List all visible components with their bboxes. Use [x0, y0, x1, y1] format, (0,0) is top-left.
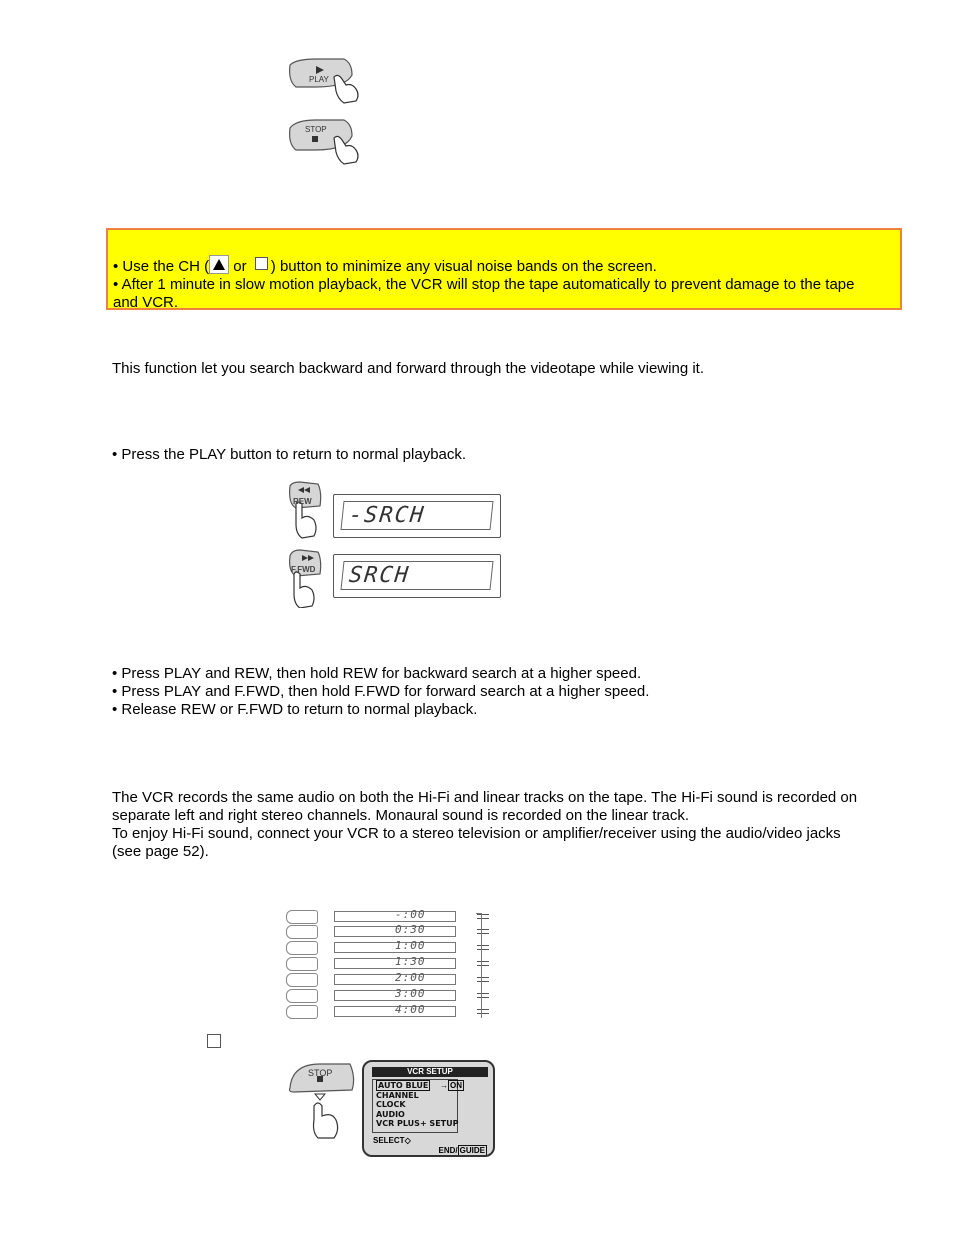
timer-button-icon: [286, 910, 318, 924]
note-line-1: • Use the CH ( or ) button to minimize any visual noise bands on the screen.: [113, 255, 854, 276]
end-hint: END/ GUIDE: [438, 1146, 485, 1155]
timer-row: -:00: [286, 910, 486, 924]
lcd-display-backward: [333, 494, 501, 538]
menu-item-audio: AUDIO: [376, 1109, 405, 1119]
note-box: [106, 228, 902, 310]
timer-button-icon: [286, 957, 318, 971]
ch-down-icon: [251, 255, 271, 274]
timer-row: 1:00: [286, 941, 486, 955]
timer-row: 2:00: [286, 973, 486, 987]
stop-button-label-lower: STOP: [308, 1068, 333, 1078]
arrows-icon: ◇: [404, 1136, 411, 1145]
rew-button-label: REW: [293, 497, 312, 506]
search-intro: This function let you search backward and forward through the videotape while viewing it.: [112, 360, 704, 377]
lcd-text-backward: -SRCH: [340, 501, 493, 530]
timer-button-icon: [286, 989, 318, 1003]
note-line-3: and VCR.: [113, 294, 179, 311]
rew-button-illustration: [286, 480, 326, 540]
timer-row: 3:00: [286, 989, 486, 1003]
note-line-2: • After 1 minute in slow motion playback, the VCR will stop the tape automatically to prevent damage to the tape: [113, 276, 855, 293]
timer-button-icon: [286, 973, 318, 987]
stop-button-illustration: [286, 116, 366, 166]
menu-item-channel: CHANNEL: [376, 1090, 419, 1100]
timer-button-icon: [286, 1005, 318, 1019]
timer-row: 4:00: [286, 1005, 486, 1019]
stop-button-label: STOP: [305, 125, 327, 134]
lcd-text-forward: SRCH: [340, 561, 493, 590]
menu-item-clock: CLOCK: [376, 1100, 406, 1109]
auto-blue-value: → ON: [440, 1081, 462, 1090]
ffwd-button-illustration: [286, 548, 326, 608]
search-tips: • Press PLAY and REW, then hold REW for backward search at a higher speed. • Press PLAY and F.FWD, then hold F.FWD for forward search at a higher speed. • Release REW or F.FWD to return to normal playback.: [112, 665, 650, 718]
timer-button-icon: [286, 941, 318, 955]
timer-row: 0:30: [286, 925, 486, 939]
play-button-label: PLAY: [309, 75, 329, 84]
ch-down-icon: [207, 1034, 221, 1048]
ffwd-button-label: F.FWD: [291, 565, 316, 574]
lcd-display-forward: [333, 554, 501, 598]
menu-item-auto-blue: AUTO BLUE: [378, 1081, 429, 1090]
timer-row: 1:30: [286, 957, 486, 971]
vcr-setup-screen: [362, 1060, 495, 1157]
search-return-tip: • Press the PLAY button to return to normal playback.: [112, 446, 467, 463]
vcr-setup-title: VCR SETUP: [372, 1067, 488, 1077]
hifi-paragraph: The VCR records the same audio on both the Hi-Fi and linear tracks on the tape. The Hi-Fi sound is recorded on separate left and right stereo channels. Monaural sound is recorded on the linear track. To enjoy Hi-Fi sound, connect your VCR to a stereo television or amplifier/receiver using the audio/video jacks (see page 52).: [112, 789, 858, 860]
ch-up-icon: [209, 255, 229, 274]
timer-button-icon: [286, 925, 318, 939]
menu-item-vcr-plus-setup: VCR PLUS+ SETUP: [376, 1119, 459, 1128]
select-hint: SELECT◇: [373, 1136, 411, 1145]
